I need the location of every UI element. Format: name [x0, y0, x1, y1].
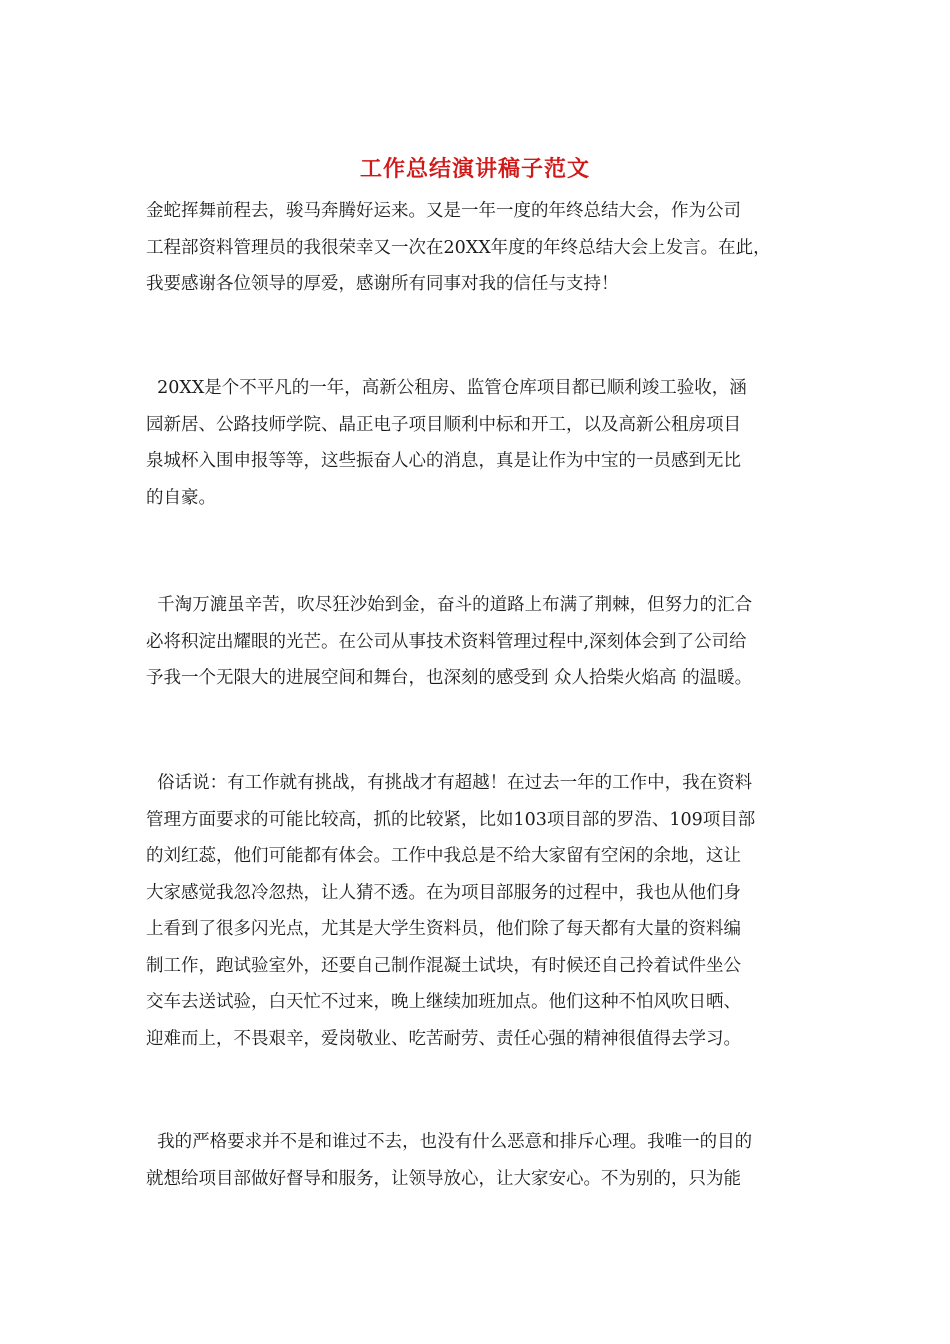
paragraph-line: 大家感觉我忽冷忽热，让人猜不透。在为项目部服务的过程中，我也从他们身 [146, 882, 741, 903]
paragraph-line: 必将积淀出耀眼的光芒。在公司从事技术资料管理过程中,深刻体会到了公司给 [146, 631, 747, 652]
paragraph-line: 我要感谢各位领导的厚爱，感谢所有同事对我的信任与支持！ [146, 274, 619, 294]
paragraph-line: 制工作，跑试验室外，还要自己制作混凝土试块，有时候还自己拎着试件坐公 [146, 955, 741, 976]
paragraph-line: 上看到了很多闪光点，尤其是大学生资料员，他们除了每天都有大量的资料编 [146, 919, 741, 939]
paragraph-line: 我的严格要求并不是和谁过不去，也没有什么恶意和排斥心理。我唯一的目的 [146, 1132, 753, 1152]
paragraph-line: 予我一个无限大的进展空间和舞台，也深刻的感受到 众人拾柴火焰高 的温暖。 [146, 668, 753, 688]
paragraph-2 [146, 370, 812, 516]
paragraph-line: 俗话说：有工作就有挑战，有挑战才有超越！在过去一年的工作中，我在资料 [146, 773, 753, 793]
paragraph-3 [146, 587, 812, 697]
document-title: 工作总结演讲稿子范文 [359, 156, 590, 182]
paragraph-line: 20XX是个不平凡的一年，高新公租房、监管仓库项目都已顺利竣工验收，涵 [146, 378, 747, 398]
paragraph-line: 泉城杯入围申报等等，这些振奋人心的消息，真是让作为中宝的一员感到无比 [146, 451, 741, 471]
paragraph-line: 园新居、公路技师学院、晶正电子项目顺利中标和开工，以及高新公租房项目 [146, 414, 741, 435]
paragraph-4 [146, 765, 812, 1057]
paragraph-line: 管理方面要求的可能比较高，抓的比较紧，比如103项目部的罗浩、109项目部 [146, 809, 756, 830]
paragraph-line: 工程部资料管理员的我很荣幸又一次在20XX年度的年终总结大会上发言。在此， [146, 237, 771, 258]
paragraph-line: 就想给项目部做好督导和服务，让领导放心，让大家安心。不为别的，只为能 [146, 1168, 741, 1189]
paragraph-line: 千淘万漉虽辛苦，吹尽狂沙始到金，奋斗的道路上布满了荆棘，但努力的汇合 [146, 595, 753, 615]
paragraph-line: 迎难而上，不畏艰辛，爱岗敬业、吃苦耐劳、责任心强的精神很值得去学习。 [146, 1028, 741, 1049]
paragraph-line: 金蛇挥舞前程去，骏马奔腾好运来。又是一年一度的年终总结大会，作为公司 [146, 201, 741, 221]
paragraph-line: 交车去送试验，白天忙不过来，晚上继续加班加点。他们这种不怕风吹日晒、 [146, 992, 741, 1012]
paragraph-5 [146, 1124, 812, 1197]
paragraph-line: 的自豪。 [146, 487, 216, 508]
paragraph-line: 的刘红蕊，他们可能都有体会。工作中我总是不给大家留有空闲的余地，这让 [146, 846, 741, 866]
paragraph-1 [146, 193, 812, 303]
